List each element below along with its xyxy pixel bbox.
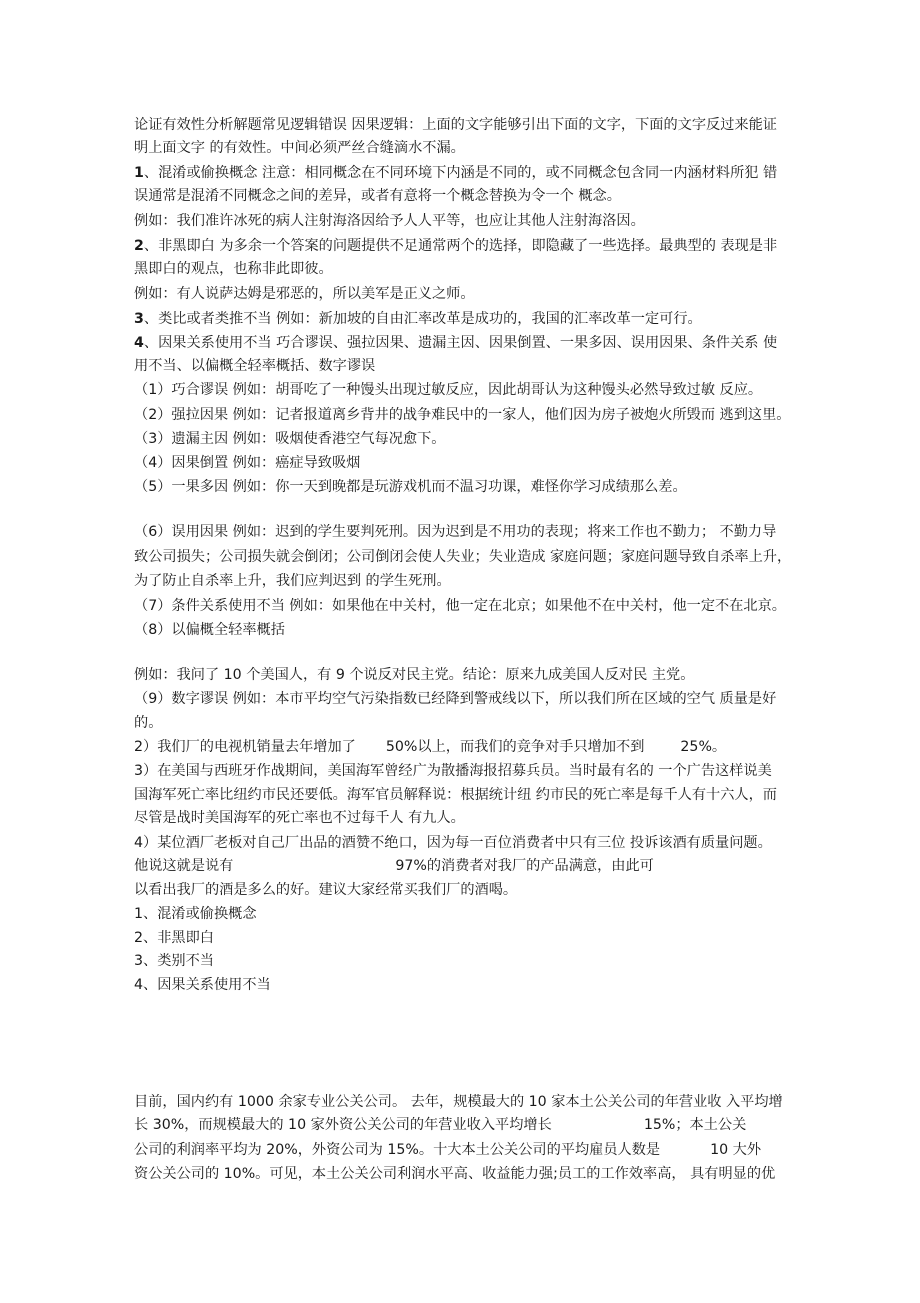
navy-line-3: 尽管是战时美国海军的死亡率也不过每千人 有九人。 [134,810,465,826]
item-7: （7）条件关系使用不当 例如：如果他在中关村，他一定在北京；如果他不在中关村，他一定不在北京。 [134,598,786,614]
summary-item-1: 1、混淆或偷换概念 [134,906,257,922]
item-4: （4）因果倒置 例如：癌症导致吸烟 [134,455,361,471]
section-4-text: 、因果关系使用不当 巧合谬误、强拉因果、遗漏主因、因果倒置、一果多因、误用因果、条件关系 使 [143,335,778,351]
item-2: （2）强拉因果 例如：记者报道离乡背井的战争难民中的一家人，他们因为房子被炮火所毁而 逃到这里。 [134,407,791,423]
item-6-line-3: 为了防止自杀率上升，我们应判迟到 的学生死刑。 [134,573,451,589]
pr-line-1: 目前，国内约有 1000 余家专业公关公司。 去年，规模最大的 10 家本土公关公司的年营业收 入平均增 [134,1094,783,1110]
item-9: （9）数字谬误 例如：本市平均空气污染指数已经降到警戒线以下，所以我们所在区域的空气 质量是好 [134,691,777,707]
section-4-number: 4 [134,335,144,351]
summary-item-3: 3、类别不当 [134,953,214,969]
tv-example [134,737,794,757]
wine-part-1: 他说这就是说有 [134,858,234,874]
pr-line-2-part-1: 长 30%，而规模最大的 10 家外资公关公司的年营业收入平均增长 [134,1117,552,1133]
item-5: （5）一果多因 例如：你一天到晚都是玩游戏机而不温习功课，难怪你学习成绩那么差。 [134,479,687,495]
section-1-text: 、混淆或偷换概念 注意：相同概念在不同环境下内涵是不同的，或不同概念包含同一内涵材料所犯 错 [143,165,778,181]
tv-part-3: 25%。 [680,739,727,755]
section-4-heading [134,333,794,353]
navy-line-2: 国海军死亡率比纽约市民还要低。海军官员解释说：根据统计纽 约市民的死亡率是每千人有十六人，而 [134,787,777,803]
pr-line-3-part-1: 公司的利润率平均为 20%，外资公司为 15%。十大本土公关公司的平均雇员人数是 [134,1142,661,1158]
item-6: （6）误用因果 例如：迟到的学生要判死刑。因为迟到是不用功的表现；将来工作也不勤力； 不勤力导 [134,524,777,540]
tv-part-2: 50%以上，而我们的竞争对手只增加不到 [385,739,645,755]
pr-line-2-part-2: 15%；本土公关 [643,1117,747,1133]
item-8: （8）以偏概全轻率概括 [134,622,285,638]
section-2-example: 例如：有人说萨达姆是邪恶的，所以美军是正义之师。 [134,286,475,302]
intro-line-2: 明上面文字 的有效性。中间必须严丝合缝滴水不漏。 [134,140,465,156]
section-1-heading [134,163,794,183]
tv-part-1: 2）我们厂的电视机销量去年增加了 [134,739,356,755]
section-1-number: 1 [134,165,144,181]
section-3-heading [134,309,794,329]
navy-example: 3）在美国与西班牙作战期间，美国海军曾经广为散播海报招募兵员。当时最有名的 一个广告这样说美 [134,763,772,779]
item-6-line-2: 致公司损失；公司损失就会倒闭；公司倒闭会使人失业；失业造成 家庭问题；家庭问题导致自杀率上升， [134,549,792,565]
pr-line-2 [134,1115,794,1135]
item-8-example: 例如：我问了 10 个美国人，有 9 个说反对民主党。结论：原来九成美国人反对民 主党。 [134,667,695,683]
intro-line-1: 论证有效性分析解题常见逻辑错误 因果逻辑：上面的文字能够引出下面的文字，下面的文字反过来能证 [134,117,777,133]
summary-item-4: 4、因果关系使用不当 [134,977,271,993]
section-3-text: 、类比或者类推不当 例如：新加坡的自由汇率改革是成功的，我国的汇率改革一定可行。 [143,311,702,327]
pr-line-3-part-2: 10 大外 [710,1142,762,1158]
section-3-number: 3 [134,311,144,327]
summary-item-2: 2、非黑即白 [134,930,214,946]
section-4-line-2: 用不当、以偏概全轻率概括、数字谬误 [134,358,376,374]
section-2-line-2: 黑即白的观点，也称非此即彼。 [134,261,333,277]
wine-line-2 [134,856,794,876]
wine-example: 4）某位酒厂老板对自己厂出品的酒赞不绝口，因为每一百位消费者中只有三位 投诉该酒有质量问题。 [134,835,772,851]
wine-part-2: 97%的消费者对我厂的产品满意，由此可 [395,858,654,874]
pr-line-3 [134,1140,794,1160]
section-2-number: 2 [134,238,144,254]
section-2-text: 、非黑即白 为多余一个答案的问题提供不足通常两个的选择，即隐藏了一些选择。最典型的 表现是非 [143,238,778,254]
section-2-heading [134,236,794,256]
section-1-line-2: 误通常是混淆不同概念之间的差异，或者有意将一个概念替换为令一个 概念。 [134,188,621,204]
pr-line-4: 资公关公司的 10%。可见，本土公关公司利润水平高、收益能力强;员工的工作效率高， 具有明显的优 [134,1166,776,1182]
wine-line-3: 以看出我厂的酒是多么的好。建议大家经常买我们厂的酒喝。 [134,882,518,898]
item-1: （1）巧合谬误 例如：胡哥吃了一种馒头出现过敏反应，因此胡哥认为这种馒头必然导致过敏 反应。 [134,382,763,398]
section-1-example: 例如：我们准许冰死的病人注射海洛因给予人人平等，也应让其他人注射海洛因。 [134,213,645,229]
item-3: （3）遗漏主因 例如：吸烟使香港空气每况愈下。 [134,431,446,447]
item-9-line-2: 的。 [134,715,163,731]
